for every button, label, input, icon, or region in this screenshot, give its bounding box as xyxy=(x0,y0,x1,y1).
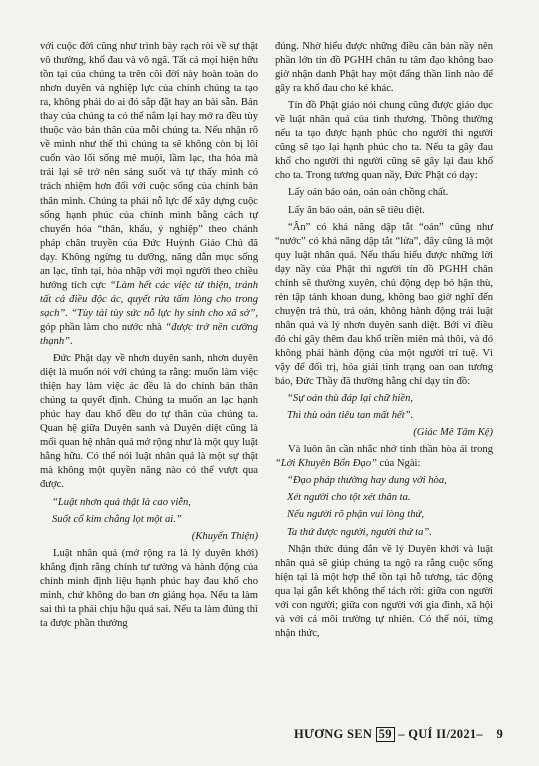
left-column xyxy=(40,40,258,631)
body-paragraph: Đức Phật dạy về nhơn duyên sanh, nhơn duyên diệt là muốn nói với chúng ta rằng: muốn làm việc thiện hay làm việc ác đều là do chính bản thân chúng ta quyết định. Chúng ta muốn an lạc hạnh phúc hay đau khổ đều do tự thân của chúng ta. Quan hệ giữa Duyên sanh và Duyên diệt cũng là mối quan hệ nhân quả mở rộng như là một quy luật hằng hữu. Có thể nói luật nhân quả là một sự thật mà không một quyền năng nào có thể vượt qua được. xyxy=(40,353,258,491)
verse-line: Nếu người rõ phận vui lòng thứ, xyxy=(287,509,424,521)
body-paragraph xyxy=(275,443,493,471)
body-paragraph: Luật nhân quả (mở rộng ra là lý duyên khởi) khẳng định rằng chính tư tưởng và hành động của chính mình định liệu hạnh phúc hay đau khổ cho mình, chứ không do ban ơn giáng họa. Nếu ta làm sai thì ta phải chịu hậu quả sai. Nếu ta làm đúng thì ta được phần thưởng xyxy=(40,547,258,629)
page-number: 9 xyxy=(496,727,503,741)
body-paragraph xyxy=(40,40,258,349)
verse-line: “Đạo pháp thường hay dung với hòa, xyxy=(287,475,447,487)
paragraph-text: với cuộc đời cũng như trình bày rạch ròi về sự thật vô thường, khổ đau và vô ngã. Tất cả mọi hiện hữu tồn tại của chúng ta trên cõi đời này hoàn toàn do nhơn duyên và nghiệp lực của chính chúng ta tạo ra, không phải do ai đó sắp đặt hay an bài sẵn. Bản thay của chúng ta có thể nắm lại hay mở ra đều tùy thuộc vào bản thân của mỗi chúng ta. Nếu nhận rõ về mình như thế thì chúng ta sẽ không còn bị lôi cuốn vào lối sống mê muội, lầm lạc, tha hóa mà trái lại sẽ trở nên sáng suốt và tự thấy mình có trách nhiệm hơn đối với cuộc sống của chính bản thân mình. Chúng ta phải nỗ lực để xây dựng cuộc sống hạnh phúc của chính mình bằng cách tự chuyển hóa “thân, khẩu, ý nghiệp” theo chánh pháp chân truyền của Đức Huỳnh Giáo Chủ đã dạy. Không ngừng tu dưỡng, năng dẫn mục sống an lạc, tĩnh tại, hòa nhập với mọi người theo chiều hướng tích cực xyxy=(40,41,258,291)
paragraph-text: . xyxy=(70,335,73,347)
verse-line: Suốt cổ kim chẳng lọt một ai.” xyxy=(52,513,182,525)
body-paragraph: Nhận thức đúng đắn về lý Duyên khởi và luật nhân quả sẽ giúp chúng ta ngộ ra rằng cuộc sống hiện tại là một hợp thể tồn tại hỗ tương, tác động qua lại gắn kết không thể tách rời: giữa con người với con người; giữa con người với gia đình, xã hội và với cả môi trường tự nhiên. Có thể nói, từng nhận thức, xyxy=(275,543,493,639)
verse-line: Ta thứ được người, người thứ ta”. xyxy=(287,526,432,538)
paragraph-text: Và luôn ân cần nhắc nhở tinh thần hòa ái trong xyxy=(288,444,493,456)
paragraph-text: , góp phần làm cho nước nhà xyxy=(40,307,258,333)
issue-number-box: 59 xyxy=(376,727,395,742)
page-footer xyxy=(275,727,503,742)
paragraph-text: của Ngài: xyxy=(376,458,421,470)
verse-line: “Luật nhơn quả thật là cao viễn, xyxy=(52,496,191,508)
verse-source: (Giác Mê Tâm Kệ) xyxy=(413,427,493,439)
verse-line: Xét người cho tột xét thân ta. xyxy=(287,492,411,504)
verse-line: Thì thù oán tiêu tan mất hết”. xyxy=(287,410,414,422)
italic-title: “Lời Khuyên Bổn Đạo” xyxy=(275,458,377,470)
magazine-name: HƯƠNG SEN xyxy=(293,727,373,741)
body-paragraph: đúng. Nhờ hiểu được những điều căn bản nầy nên phần lớn tín đồ PGHH chân tu tâm đạo không bao giờ nhận danh Phật hay một đấng thần linh nào để gây ra khổ đau cho kẻ khác. xyxy=(275,41,493,95)
italic-quote: “Làm hết các việc từ thiện, tránh tất cả điều độc ác, quyết rửa tấm lòng cho trong sạch”. “Tùy tài tùy sức nỗ lực hy sinh cho xã sở” xyxy=(40,279,258,319)
body-paragraph: Tín đồ Phật giáo nói chung cũng được giáo dục về luật nhân quả của tình thương. Thông thường nếu ta tạo được hạnh phúc cho người thì người cũng sẽ tạo lại hạnh phúc cho ta. Nếu ta gây đau khổ cho người thì người cũng sẽ gây lại đau khổ cho ta. Trong tương quan nầy, Đức Phật có dạy: xyxy=(275,100,493,182)
right-column xyxy=(275,40,493,641)
body-paragraph: Lấy ân báo oán, oán sẽ tiêu diệt. xyxy=(288,204,425,216)
issue-period: – QUÍ II/2021– xyxy=(398,727,483,741)
verse-line: “Sự oán thù đáp lại chữ hiền, xyxy=(287,393,414,405)
verse-source: (Khuyến Thiện) xyxy=(191,530,258,542)
body-paragraph: “Ân” có khả năng dập tắt “oán” cũng như “nước” có khả năng dập tắt “lửa”, đây cũng là một quy luật nhân quả. Nếu thấu hiểu được những lời dạy nầy của Phật thì người tín đồ PGHH chân chính sẽ thường xuyên, chủ động dẹp bỏ hận thù, rèn tập tánh khoan dung, không bao giờ nghĩ đến chuyện trả thù, trả oán, không hành động trái luật nhân quả và lý nhơn duyên sanh diệt. Bởi vì điều đó chỉ gây thêm đau khổ triền miên mà thôi, và đó không phải hành động của một người trí tuệ. Vì vậy để đối trị, hóa giải tình trạng oan oan tương báo, Đức Thầy đã thường hằng chỉ dạy tín đồ: xyxy=(275,221,493,388)
italic-quote: “được trở nên cường thạnh” xyxy=(40,321,258,347)
body-paragraph: Lấy oán báo oán, oán oán chồng chất. xyxy=(288,187,449,199)
